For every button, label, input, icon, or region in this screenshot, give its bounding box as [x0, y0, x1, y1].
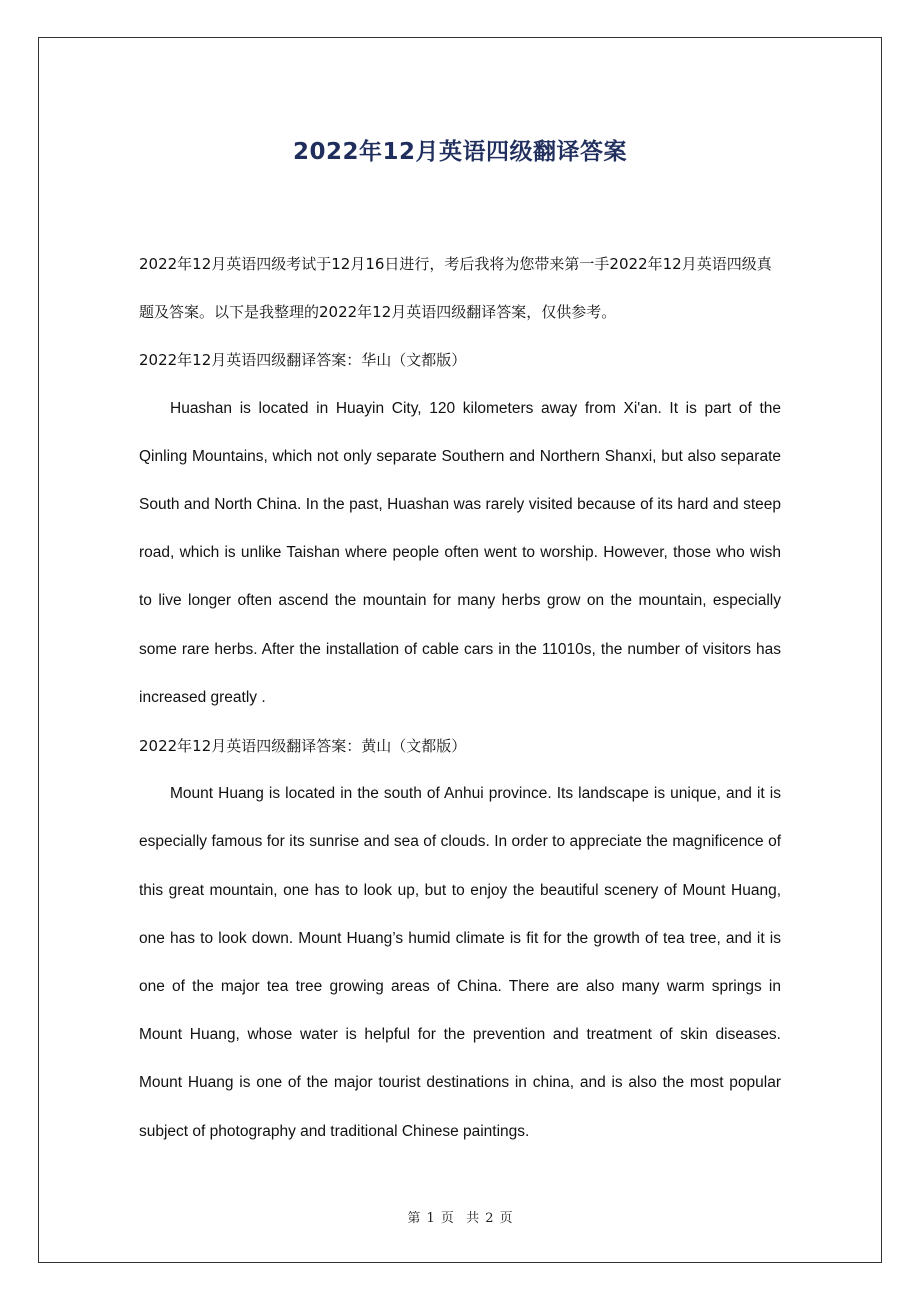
page-total: 共 2 页 [466, 1211, 513, 1226]
section-text-huashan: Huashan is located in Huayin City, 120 kilometers away from Xi'an. It is part of the Qinling Mountains, which not only separate Southern and Northern Shanxi, but also separate South and North China. In the past, Huashan was rarely visited because of its hard and steep road, which is unlike Taishan where people often went to worship. However, those who wish to live longer often ascend the mountain for many herbs grow on the mountain, especially some rare herbs. After the installation of cable cars in the 11010s, the number of visitors has increased greatly . [139, 399, 781, 706]
document-body [139, 240, 781, 1156]
page-title: 2022年12月英语四级翻译答案 [292, 139, 628, 166]
section-text-huangshan: Mount Huang is located in the south of Anhui province. Its landscape is unique, and it is especially famous for its sunrise and sea of clouds. In order to appreciate the magnificence of this great mountain, one has to look up, but to enjoy the beautiful scenery of Mount Huang, one has to look down. Mount Huang’s humid climate is fit for the growth of tea tree, and it is one of the major tea tree growing areas of China. There are also many warm springs in Mount Huang, whose water is helpful for the prevention and treatment of skin diseases. Mount Huang is one of the major tourist destinations in china, and is also the most popular subject of photography and traditional Chinese paintings. [139, 785, 781, 1140]
page-number: 第 1 页 [407, 1211, 454, 1226]
intro-paragraph: 2022年12月英语四级考试于12月16日进行，考后我将为您带来第一手2022年12月英语四级真题及答案。以下是我整理的2022年12月英语四级翻译答案，仅供参考。 [139, 255, 772, 322]
section-heading-huangshan: 2022年12月英语四级翻译答案：黄山（文都版） [139, 737, 467, 756]
section-heading-huashan: 2022年12月英语四级翻译答案：华山（文都版） [139, 351, 467, 370]
page-footer [38, 1207, 882, 1226]
